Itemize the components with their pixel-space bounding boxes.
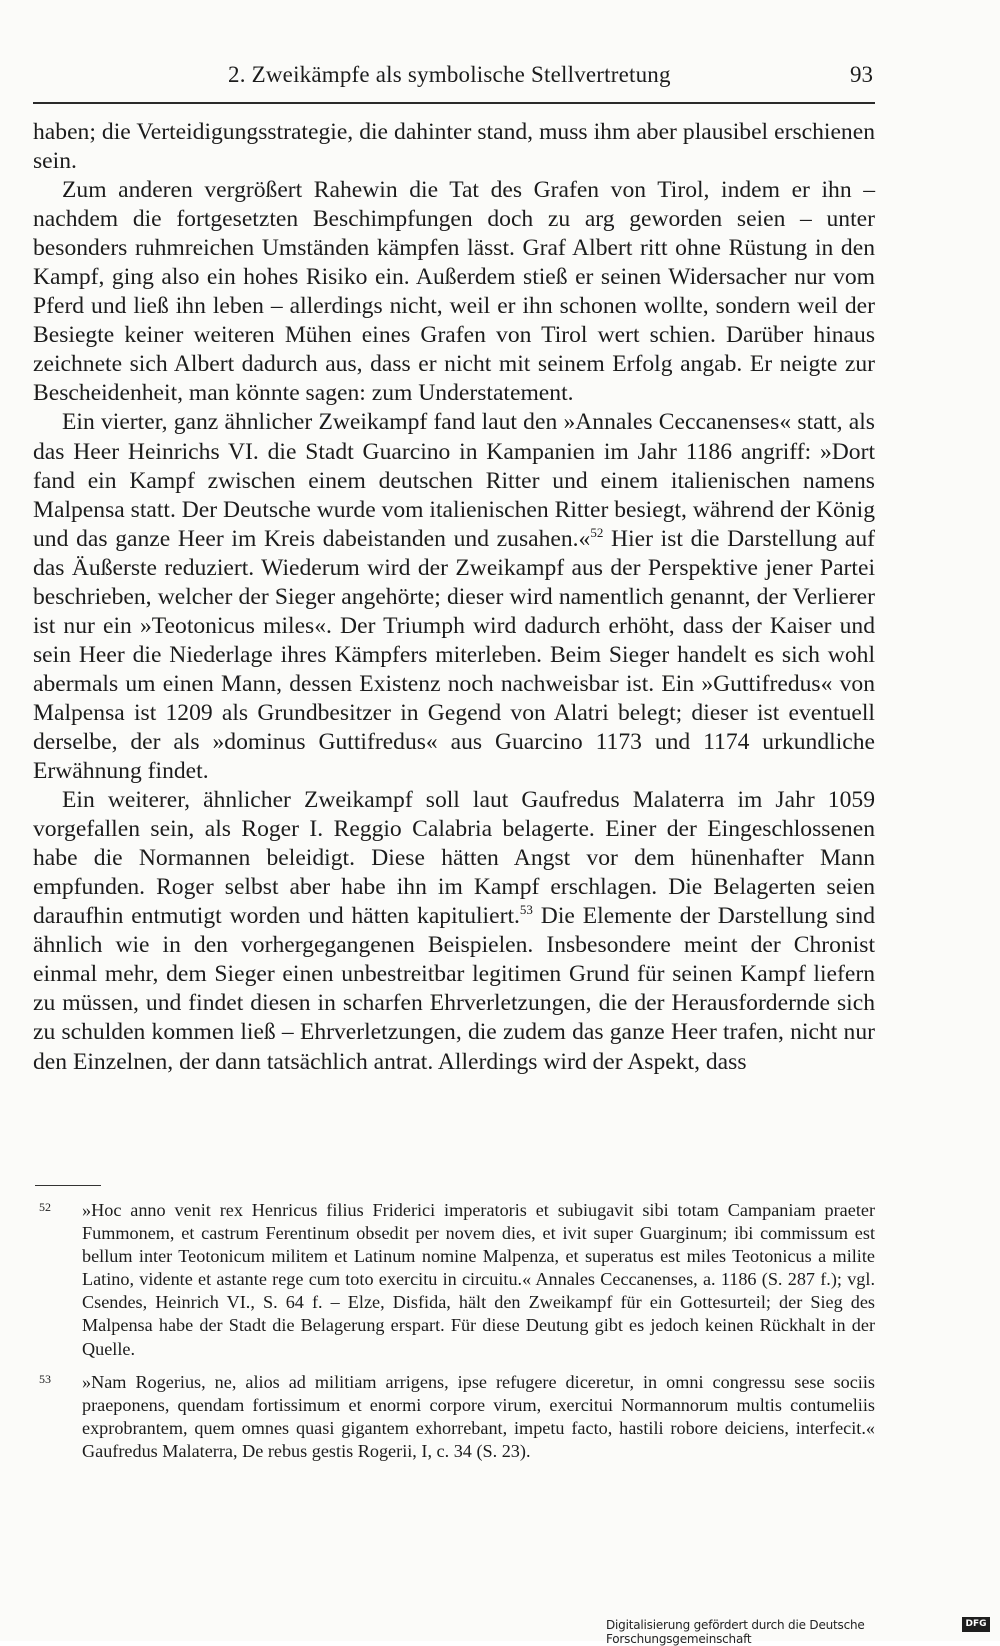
footnote-number: 52 [39, 1200, 51, 1214]
paragraph-4-part-1: Ein weiterer, ähnlicher Zweikampf soll laut Gaufredus Malaterra im Jahr 1059 vorgefallen sein, als Roger I. Reggio Calabria belagerte. Einer der Eingeschlossenen habe die Normannen beleidigt. Diese hätten Angst vor dem hünenhafter Mann empfunden. Roger selbst aber habe ihn im Kampf erschlagen. Die Belagerten seien daraufhin entmutigt worden und hätten kapituliert. [33, 787, 875, 930]
body-text [33, 118, 875, 1077]
digitization-notice: Digitalisierung gefördert durch die Deutsche Forschungsgemeinschaft [606, 1618, 865, 1646]
footnote-separator [35, 1185, 101, 1186]
footnote-reference-53[interactable]: 53 [519, 902, 533, 918]
footnote-number: 53 [39, 1371, 51, 1386]
paragraph-4-part-2: Die Elemente der Darstellung sind ähnlich wie in den vorhergegangenen Beispielen. Insbesondere meint der Chronist einmal mehr, dem Sieger einen unbestreitbar legitimen Grund für seinen Kampf liefern zu müssen, und findet diesen in scharfen Ehrverletzungen, die der Herausfordernde sich zu schulden kommen ließ – Ehrverletzungen, die zudem das ganze Heer trafen, nicht nur den Einzelnen, der dann tatsächlich antrat. Allerdings wird der Aspekt, dass [33, 903, 875, 1075]
paragraph-2: Zum anderen vergrößert Rahewin die Tat des Grafen von Tirol, indem er ihn – nachdem die fortgesetzten Beschimpfungen doch zu arg geworden seien – unter besonders ruhmreichen Umständen kämpfen lässt. Graf Albert ritt ohne Rüstung in den Kampf, ging also ein hohes Risiko ein. Außerdem stieß er seinen Widersacher nur vom Pferd und ließ ihn leben – allerdings nicht, weil er ihn schonen wollte, sondern weil der Besiegte keiner weiteren Mühen eines Grafen von Tirol wert schien. Darüber hinaus zeichnete sich Albert dadurch aus, dass er nicht mit seinem Erfolg angab. Er neigte zur Bescheidenheit, man könnte sagen: zum Understatement. [33, 177, 875, 407]
footnote-text: »Hoc anno venit rex Henricus filius Friderici imperatoris et subiugavit sibi totam Campaniam praeter Fummonem, et castrum Ferentinum obsedit per novem dies, et ivit super Guarginum; ibi commissum est bellum inter Teotonicum militem et Latinum nomine Malpenza, et superatus est miles Teotonicus a milite Latino, vidente et astante rege cum toto exercitu in circuitu.« Annales Ceccanenses, a. 1186 (S. 287 f.); vgl. Csendes, Heinrich VI., S. 64 f. – Elze, Disfida, hält den Zweikampf für ein Gottesurteil; der Sieg des Malpensa habe der Stadt die Belagerung erspart. Für diese Deutung gibt es jedoch keinen Rückhalt in der Quelle. [82, 1200, 875, 1359]
footnote-text: »Nam Rogerius, ne, alios ad militiam arrigens, ipse refugere diceretur, in omni congressu sese sociis praeponens, quendam fortissimum et enormi corpore virum, exercitui Normannorum multis contumeliis exprobrantem, quem omnes quasi gigantem exhorrebant, impetu facto, hastili robore deiciens, interfecit.« Gaufredus Malaterra, De rebus gestis Rogerii, I, c. 34 (S. 23). [82, 1371, 875, 1461]
paragraph-3-part-1: Ein vierter, ganz ähnlicher Zweikampf fand laut den »Annales Ceccanenses« statt, als das Heer Heinrichs VI. die Stadt Guarcino in Kampanien im Jahr 1186 angriff: »Dort fand ein Kampf zwischen einem deutschen Ritter und einem italienischen namens Malpensa statt. Der Deutsche wurde vom italienischen Ritter besiegt, während der König und das ganze Heer im Kreis dabeistanden und zusahen.« [33, 409, 875, 552]
footnote-52 [33, 1199, 875, 1361]
paragraph-1: haben; die Verteidigungsstrategie, die dahinter stand, muss ihm aber plausibel erschienen sein. [33, 119, 875, 175]
page-number: 93 [850, 62, 873, 87]
footnotes [33, 1199, 875, 1473]
paragraph-3-part-2: Hier ist die Darstellung auf das Äußerste reduziert. Wiederum wird der Zweikampf aus der Perspektive jener Partei beschrieben, welcher der Sieger angehörte; dieser wird namentlich genannt, der Verlierer ist nur ein »Teotonicus miles«. Der Triumph wird dadurch erhöht, dass der Kaiser und sein Heer die Niederlage ihres Kämpfers miterleben. Beim Sieger handelt es sich wohl abermals um einen Mann, dessen Existenz noch nachweisbar ist. Ein »Guttifredus« von Malpensa ist 1209 als Grundbesitzer in Gegend von Alatri belegt; dieser ist eventuell derselbe, der als »dominus Guttifredus« aus Guarcino 1173 und 1174 urkundliche Erwähnung findet. [33, 525, 875, 785]
dfg-logo: DFG [962, 1617, 990, 1632]
running-head: 2. Zweikämpfe als symbolische Stellvertretung [228, 62, 671, 87]
paragraph-3 [33, 408, 875, 786]
paragraph-4 [33, 786, 875, 1076]
footnote-reference-52[interactable]: 52 [590, 524, 604, 540]
footnote-53 [33, 1371, 875, 1463]
page-header [33, 60, 875, 104]
